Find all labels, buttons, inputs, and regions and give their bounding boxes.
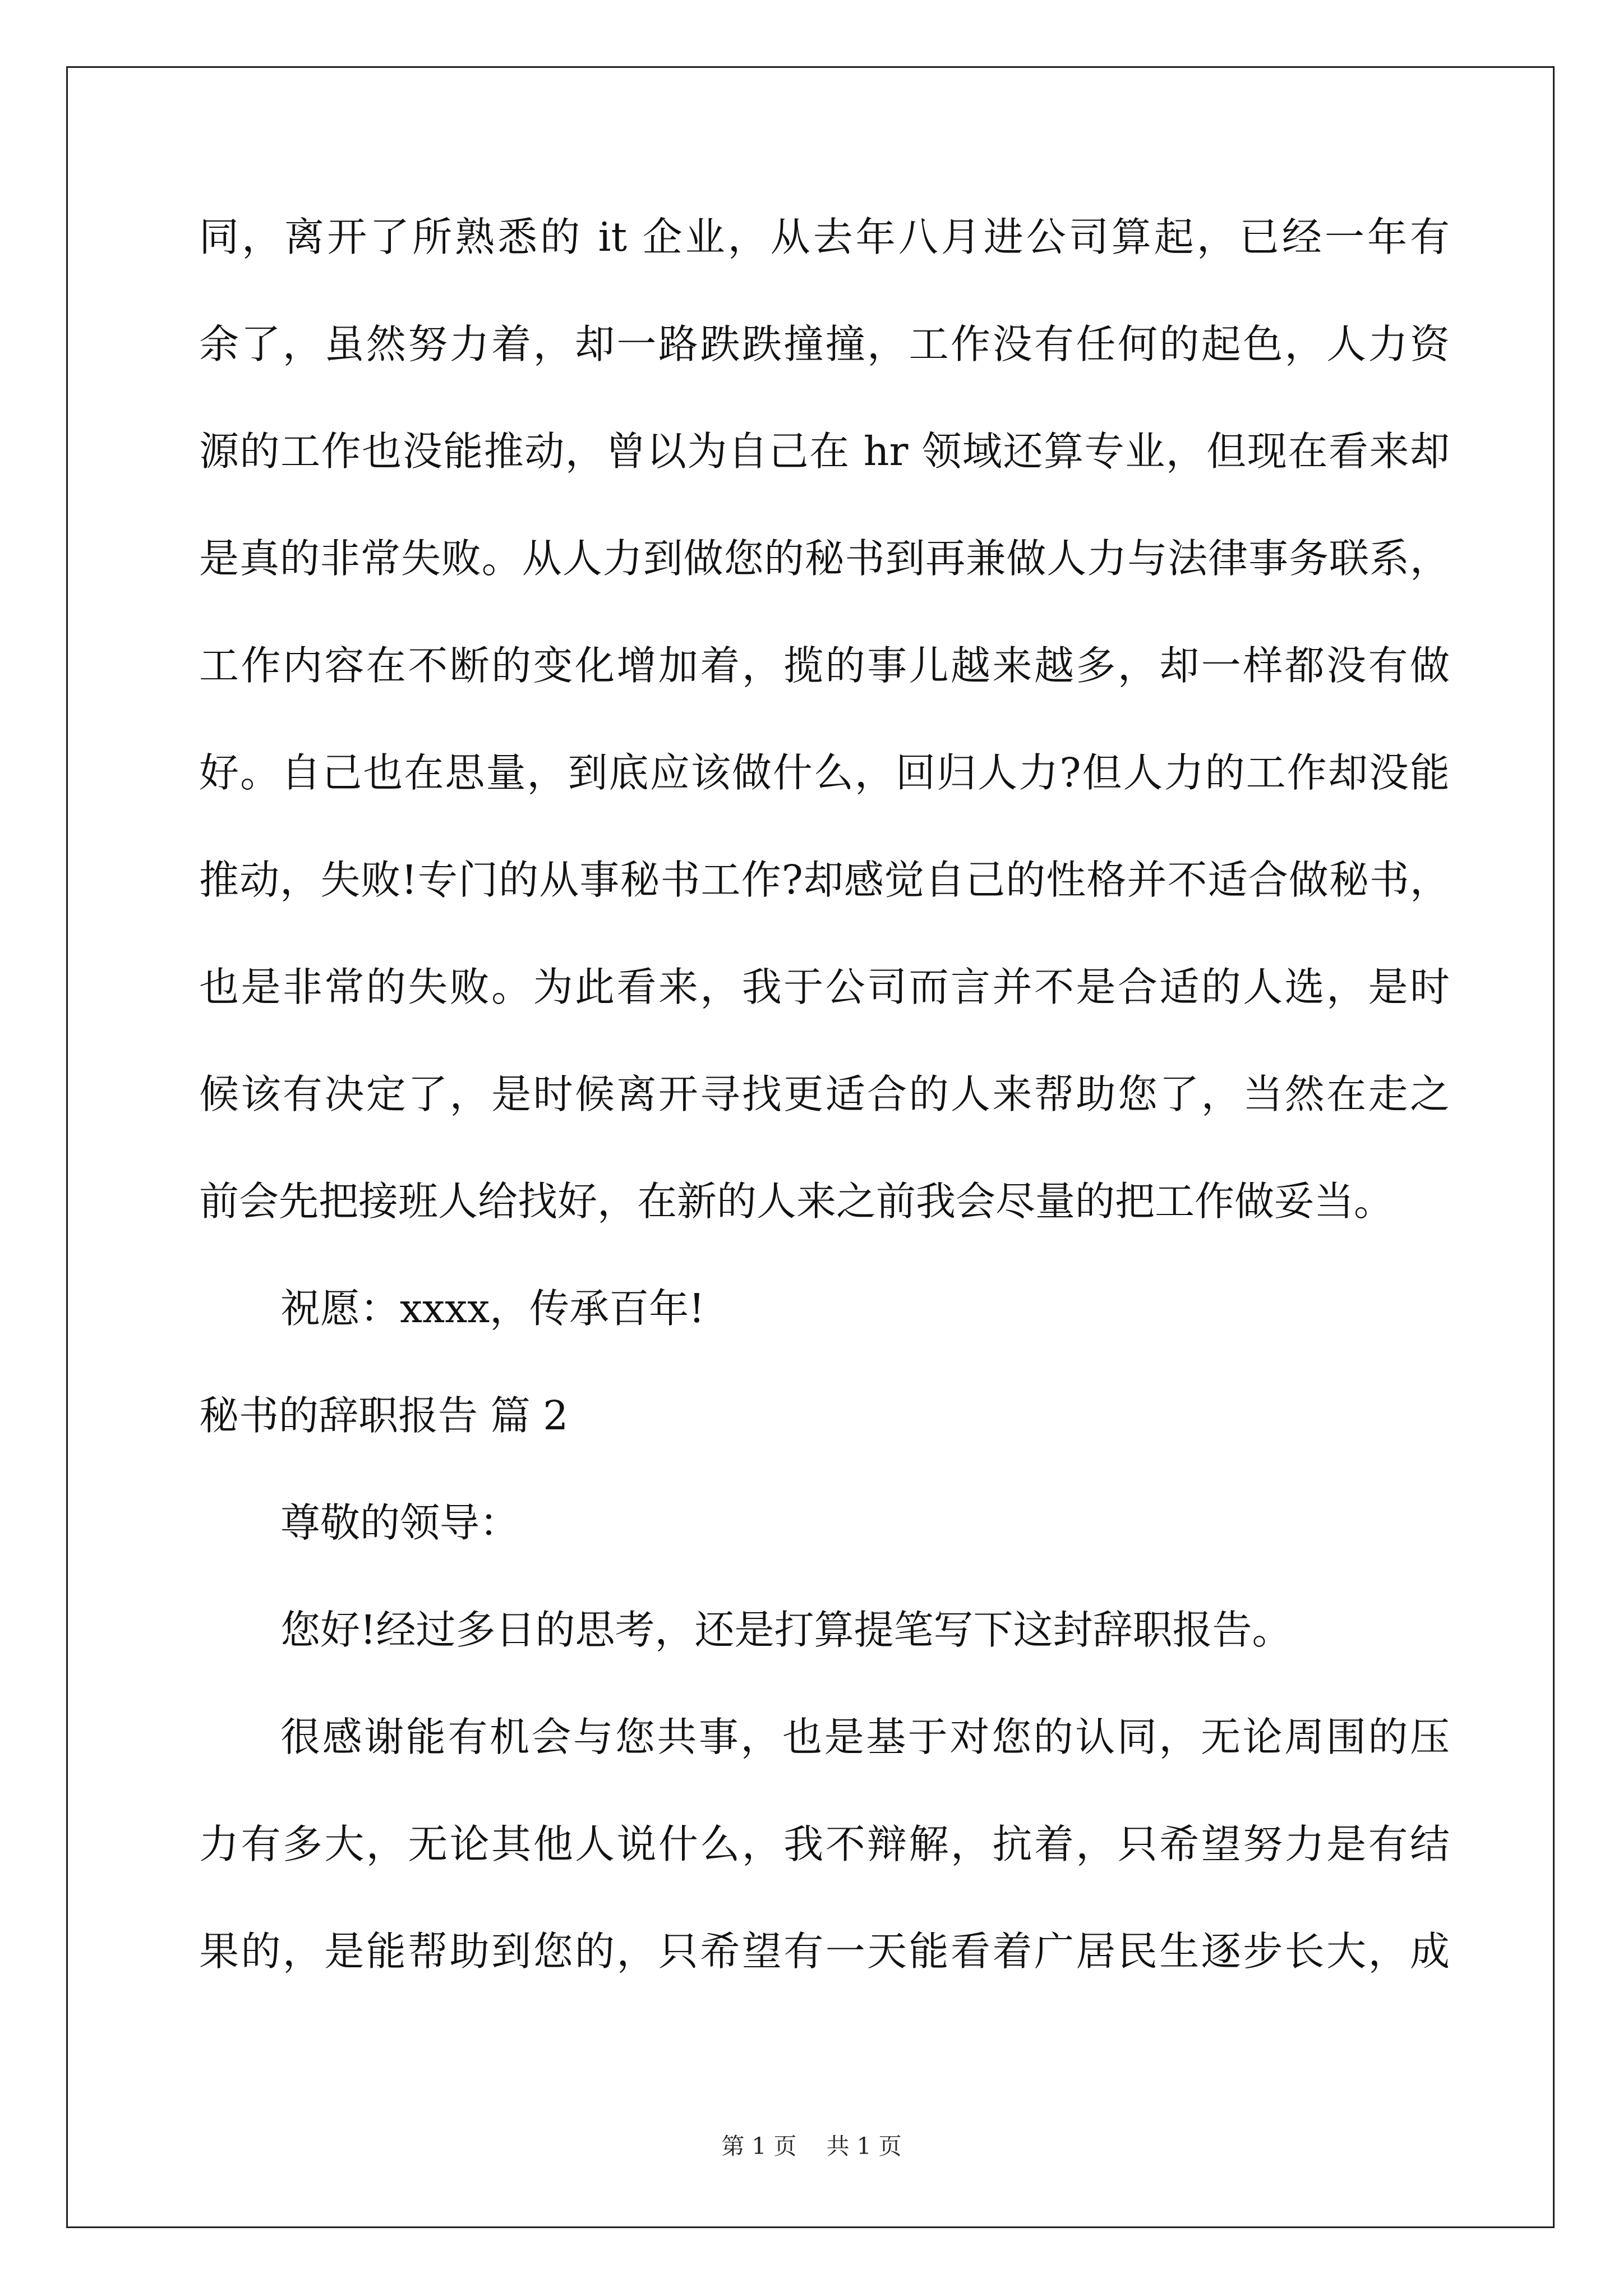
paragraph-line: 很感谢能有机会与您共事，也是基于对您的认同，无论周围的压: [280, 1714, 1450, 1760]
paragraph-line: 前会先把接班人给找好，在新的人来之前我会尽量的把工作做妥当。: [199, 1178, 1394, 1225]
section-heading: 秘书的辞职报告 篇 2: [199, 1392, 569, 1439]
paragraph-line: 也是非常的失败。为此看来，我于公司而言并不是合适的人选，是时: [199, 964, 1450, 1010]
page-total: 共 1 页: [826, 2133, 902, 2160]
paragraph-line: 好。自己也在思量，到底应该做什么，回归人力?但人力的工作却没能: [199, 749, 1450, 796]
salutation: 尊敬的领导：: [280, 1499, 520, 1546]
closing-wish: 祝愿：xxxx，传承百年!: [280, 1285, 705, 1332]
paragraph-line: 力有多大，无论其他人说什么，我不辩解，抗着，只希望努力是有结: [199, 1821, 1450, 1867]
paragraph-line: 候该有决定了，是时候离开寻找更适合的人来帮助您了，当然在走之: [199, 1071, 1450, 1117]
paragraph-line: 果的，是能帮助到您的，只希望有一天能看着广居民生逐步长大，成: [199, 1928, 1450, 1975]
page-number: 第 1 页: [721, 2133, 797, 2160]
paragraph-line: 是真的非常失败。从人力到做您的秘书到再兼做人力与法律事务联系，: [199, 535, 1450, 582]
paragraph-line: 工作内容在不断的变化增加着，揽的事儿越来越多，却一样都没有做: [199, 642, 1450, 689]
greeting-line: 您好!经过多日的思考，还是打算提笔写下这封辞职报告。: [280, 1607, 1292, 1653]
paragraph-line: 余了，虽然努力着，却一路跌跌撞撞，工作没有任何的起色，人力资: [199, 321, 1450, 367]
document-body: [199, 210, 1450, 2032]
paragraph-line: 推动，失败!专门的从事秘书工作?却感觉自己的性格并不适合做秘书，: [199, 857, 1450, 903]
page-footer: [0, 2128, 1623, 2161]
paragraph-line: 同，离开了所熟悉的 it 企业，从去年八月进公司算起，已经一年有: [199, 214, 1450, 260]
paragraph-line: 源的工作也没能推动，曾以为自己在 hr 领域还算专业，但现在看来却: [199, 428, 1450, 475]
